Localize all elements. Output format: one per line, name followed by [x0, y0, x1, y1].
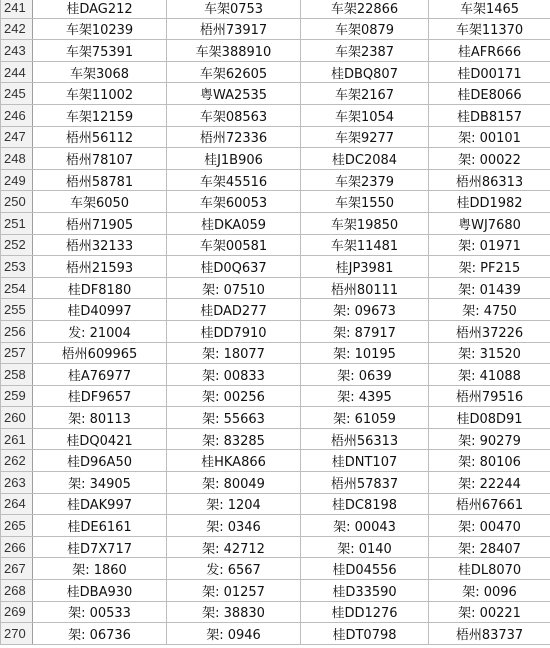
table-cell[interactable]: 架: 01439 — [429, 277, 550, 299]
table-cell[interactable]: 架: 1860 — [33, 558, 167, 580]
table-cell[interactable]: 架: 00833 — [167, 364, 301, 386]
table-cell[interactable]: 架: 1204 — [167, 493, 301, 515]
table-row — [1, 256, 550, 278]
table-cell[interactable]: 车架9277 — [301, 126, 429, 148]
table-cell[interactable]: 车架75391 — [33, 40, 167, 62]
table-cell[interactable]: 车架1054 — [301, 104, 429, 126]
table-row — [1, 169, 550, 191]
row-number[interactable]: 259 — [1, 385, 33, 407]
table-cell[interactable]: 梧州58781 — [33, 169, 167, 191]
table-cell[interactable]: 桂DAD277 — [167, 299, 301, 321]
table-cell[interactable]: 桂D96A50 — [33, 450, 167, 472]
table-cell[interactable]: 梧州32133 — [33, 234, 167, 256]
table-cell[interactable]: 架: 87917 — [301, 320, 429, 342]
table-cell[interactable]: 架: 00101 — [429, 126, 550, 148]
table-cell[interactable]: 梧州79516 — [429, 385, 550, 407]
table-row — [1, 212, 550, 234]
table-row — [1, 148, 550, 170]
table-cell[interactable]: 架: 07510 — [167, 277, 301, 299]
table-cell[interactable]: 梧州56313 — [301, 428, 429, 450]
table-cell[interactable]: 桂D7X717 — [33, 536, 167, 558]
table-cell[interactable]: 桂D33590 — [301, 580, 429, 602]
row-number[interactable]: 254 — [1, 277, 33, 299]
table-cell[interactable]: 架: 00533 — [33, 601, 167, 623]
row-number[interactable]: 255 — [1, 299, 33, 321]
table-cell[interactable]: 粤WJ7680 — [429, 212, 550, 234]
table-cell[interactable]: 架: 09673 — [301, 299, 429, 321]
table-cell[interactable]: 车架0753 — [167, 0, 301, 18]
table-cell[interactable]: 车架45516 — [167, 169, 301, 191]
table-cell[interactable]: 车架2167 — [301, 83, 429, 105]
row-number[interactable]: 250 — [1, 191, 33, 213]
table-cell[interactable]: 架: 4395 — [301, 385, 429, 407]
table-cell[interactable]: 桂D04556 — [301, 558, 429, 580]
table-row — [1, 61, 550, 83]
row-number[interactable]: 242 — [1, 18, 33, 40]
table-row — [1, 601, 550, 623]
table-cell[interactable]: 车架22866 — [301, 0, 429, 18]
table-cell[interactable]: 架: 00043 — [301, 515, 429, 537]
table-cell[interactable]: 车架10239 — [33, 18, 167, 40]
table-cell[interactable]: 架: 18077 — [167, 342, 301, 364]
table-row — [1, 191, 550, 213]
row-number[interactable]: 267 — [1, 558, 33, 580]
table-body — [1, 0, 550, 644]
table-row — [1, 320, 550, 342]
table-cell[interactable]: 架: 22244 — [429, 472, 550, 494]
table-row — [1, 299, 550, 321]
table-cell[interactable]: 架: 01971 — [429, 234, 550, 256]
table-cell[interactable]: 车架62605 — [167, 61, 301, 83]
table-cell[interactable]: 梧州86313 — [429, 169, 550, 191]
table-cell[interactable]: 架: 00221 — [429, 601, 550, 623]
table-cell[interactable]: 桂DD1276 — [301, 601, 429, 623]
row-number[interactable]: 243 — [1, 40, 33, 62]
table-row — [1, 623, 550, 645]
table-cell[interactable]: 桂DB8157 — [429, 104, 550, 126]
table-cell[interactable]: 桂DD1982 — [429, 191, 550, 213]
table-cell[interactable]: 桂D00171 — [429, 61, 550, 83]
table-row — [1, 364, 550, 386]
table-cell[interactable]: 架: 55663 — [167, 407, 301, 429]
table-cell[interactable]: 架: 80049 — [167, 472, 301, 494]
table-cell[interactable]: 架: 61059 — [301, 407, 429, 429]
table-row — [1, 558, 550, 580]
table-cell[interactable]: 架: 4750 — [429, 299, 550, 321]
table-cell[interactable]: 桂DBA930 — [33, 580, 167, 602]
row-number[interactable]: 246 — [1, 104, 33, 126]
row-number[interactable]: 266 — [1, 536, 33, 558]
row-number[interactable]: 256 — [1, 320, 33, 342]
table-row — [1, 580, 550, 602]
table-row — [1, 234, 550, 256]
table-cell[interactable]: 桂DT0798 — [301, 623, 429, 645]
row-number[interactable]: 260 — [1, 407, 33, 429]
table-cell[interactable]: 架: 00022 — [429, 148, 550, 170]
row-number[interactable]: 253 — [1, 256, 33, 278]
table-row — [1, 18, 550, 40]
table-cell[interactable]: 车架19850 — [301, 212, 429, 234]
table-cell[interactable]: 桂DC8198 — [301, 493, 429, 515]
table-row — [1, 342, 550, 364]
table-cell[interactable]: 桂DE8066 — [429, 83, 550, 105]
table-cell[interactable]: 桂DQ0421 — [33, 428, 167, 450]
row-number[interactable]: 258 — [1, 364, 33, 386]
table-row — [1, 0, 550, 18]
table-cell[interactable]: 车架1465 — [429, 0, 550, 18]
table-row — [1, 493, 550, 515]
table-cell[interactable]: 车架11002 — [33, 83, 167, 105]
table-cell[interactable]: 桂DBQ807 — [301, 61, 429, 83]
table-cell[interactable]: 架: 41088 — [429, 364, 550, 386]
table-cell[interactable]: 桂D08D91 — [429, 407, 550, 429]
row-number[interactable]: 244 — [1, 61, 33, 83]
table-row — [1, 277, 550, 299]
table-cell[interactable]: 桂DAK997 — [33, 493, 167, 515]
table-row — [1, 385, 550, 407]
table-cell[interactable]: 车架0879 — [301, 18, 429, 40]
table-cell[interactable]: 桂DC2084 — [301, 148, 429, 170]
table-cell[interactable]: 梧州83737 — [429, 623, 550, 645]
table-cell[interactable]: 桂DE6161 — [33, 515, 167, 537]
table-row — [1, 83, 550, 105]
table-cell[interactable]: 架: 0096 — [429, 580, 550, 602]
table-row — [1, 104, 550, 126]
row-number[interactable]: 265 — [1, 515, 33, 537]
table-cell[interactable]: 桂DF8180 — [33, 277, 167, 299]
table-cell[interactable]: 梧州80111 — [301, 277, 429, 299]
row-number[interactable]: 270 — [1, 623, 33, 645]
table-cell[interactable]: 架: 01257 — [167, 580, 301, 602]
row-number[interactable]: 269 — [1, 601, 33, 623]
table-cell[interactable]: 架: 0140 — [301, 536, 429, 558]
table-cell[interactable]: 梧州71905 — [33, 212, 167, 234]
table-cell[interactable]: 桂D0Q637 — [167, 256, 301, 278]
table-cell[interactable]: 架: 00470 — [429, 515, 550, 537]
table-cell[interactable]: 车架11481 — [301, 234, 429, 256]
table-cell[interactable]: 架: 31520 — [429, 342, 550, 364]
table-cell[interactable]: 桂DAG212 — [33, 0, 167, 18]
table-cell[interactable]: 桂D40997 — [33, 299, 167, 321]
table-cell[interactable]: 车架3068 — [33, 61, 167, 83]
table-cell[interactable]: 架: 0639 — [301, 364, 429, 386]
table-cell[interactable]: 车架00581 — [167, 234, 301, 256]
table-cell[interactable]: 梧州73917 — [167, 18, 301, 40]
table-row — [1, 40, 550, 62]
table-cell[interactable]: 梧州57837 — [301, 472, 429, 494]
table-cell[interactable]: 梧州72336 — [167, 126, 301, 148]
table-cell[interactable]: 梧州67661 — [429, 493, 550, 515]
table-cell[interactable]: 架: 34905 — [33, 472, 167, 494]
row-number[interactable]: 248 — [1, 148, 33, 170]
table-cell[interactable]: 架: 38830 — [167, 601, 301, 623]
table-cell[interactable]: 桂DNT107 — [301, 450, 429, 472]
table-cell[interactable]: 车架388910 — [167, 40, 301, 62]
row-number[interactable]: 252 — [1, 234, 33, 256]
table-cell[interactable]: 桂J1B906 — [167, 148, 301, 170]
table-cell[interactable]: 梧州78107 — [33, 148, 167, 170]
table-cell[interactable]: 车架1550 — [301, 191, 429, 213]
table-cell[interactable]: 架: 80106 — [429, 450, 550, 472]
table-cell[interactable]: 梧州37226 — [429, 320, 550, 342]
table-cell[interactable]: 车架60053 — [167, 191, 301, 213]
table-row — [1, 515, 550, 537]
table-cell[interactable]: 梧州56112 — [33, 126, 167, 148]
row-number[interactable]: 263 — [1, 472, 33, 494]
table-cell[interactable]: 桂HKA866 — [167, 450, 301, 472]
table-cell[interactable]: 车架12159 — [33, 104, 167, 126]
table-cell[interactable]: 架: 42712 — [167, 536, 301, 558]
table-row — [1, 536, 550, 558]
table-cell[interactable]: 车架2379 — [301, 169, 429, 191]
row-number[interactable]: 251 — [1, 212, 33, 234]
table-cell[interactable]: 发: 6567 — [167, 558, 301, 580]
table-cell[interactable]: 架: 06736 — [33, 623, 167, 645]
table-cell[interactable]: 车架08563 — [167, 104, 301, 126]
table-cell[interactable]: 架: 00256 — [167, 385, 301, 407]
table-cell[interactable]: 桂DKA059 — [167, 212, 301, 234]
row-number[interactable]: 247 — [1, 126, 33, 148]
table-cell[interactable]: 架: 0346 — [167, 515, 301, 537]
table-cell[interactable]: 车架11370 — [429, 18, 550, 40]
table-cell[interactable]: 桂DD7910 — [167, 320, 301, 342]
table-cell[interactable]: 梧州609965 — [33, 342, 167, 364]
table-cell[interactable]: 架: 10195 — [301, 342, 429, 364]
row-number[interactable]: 249 — [1, 169, 33, 191]
table-row — [1, 407, 550, 429]
row-number[interactable]: 268 — [1, 580, 33, 602]
table-cell[interactable]: 粤WA2535 — [167, 83, 301, 105]
table-cell[interactable]: 桂JP3981 — [301, 256, 429, 278]
row-number[interactable]: 262 — [1, 450, 33, 472]
table-cell[interactable]: 梧州21593 — [33, 256, 167, 278]
table-cell[interactable]: 发: 21004 — [33, 320, 167, 342]
table-cell[interactable]: 桂DF9657 — [33, 385, 167, 407]
row-number[interactable]: 264 — [1, 493, 33, 515]
table-cell[interactable]: 车架2387 — [301, 40, 429, 62]
table-cell[interactable]: 架: 90279 — [429, 428, 550, 450]
table-cell[interactable]: 架: 28407 — [429, 536, 550, 558]
table-row — [1, 428, 550, 450]
table-row — [1, 450, 550, 472]
table-cell[interactable]: 桂DL8070 — [429, 558, 550, 580]
table-cell[interactable]: 架: 80113 — [33, 407, 167, 429]
table-cell[interactable]: 车架6050 — [33, 191, 167, 213]
table-cell[interactable]: 架: PF215 — [429, 256, 550, 278]
table-row — [1, 126, 550, 148]
table-row — [1, 472, 550, 494]
row-number[interactable]: 261 — [1, 428, 33, 450]
table-cell[interactable]: 架: 83285 — [167, 428, 301, 450]
row-number[interactable]: 257 — [1, 342, 33, 364]
table-cell[interactable]: 桂AFR666 — [429, 40, 550, 62]
table-cell[interactable]: 架: 0946 — [167, 623, 301, 645]
row-number[interactable]: 241 — [1, 0, 33, 18]
table-cell[interactable]: 桂A76977 — [33, 364, 167, 386]
row-number[interactable]: 245 — [1, 83, 33, 105]
